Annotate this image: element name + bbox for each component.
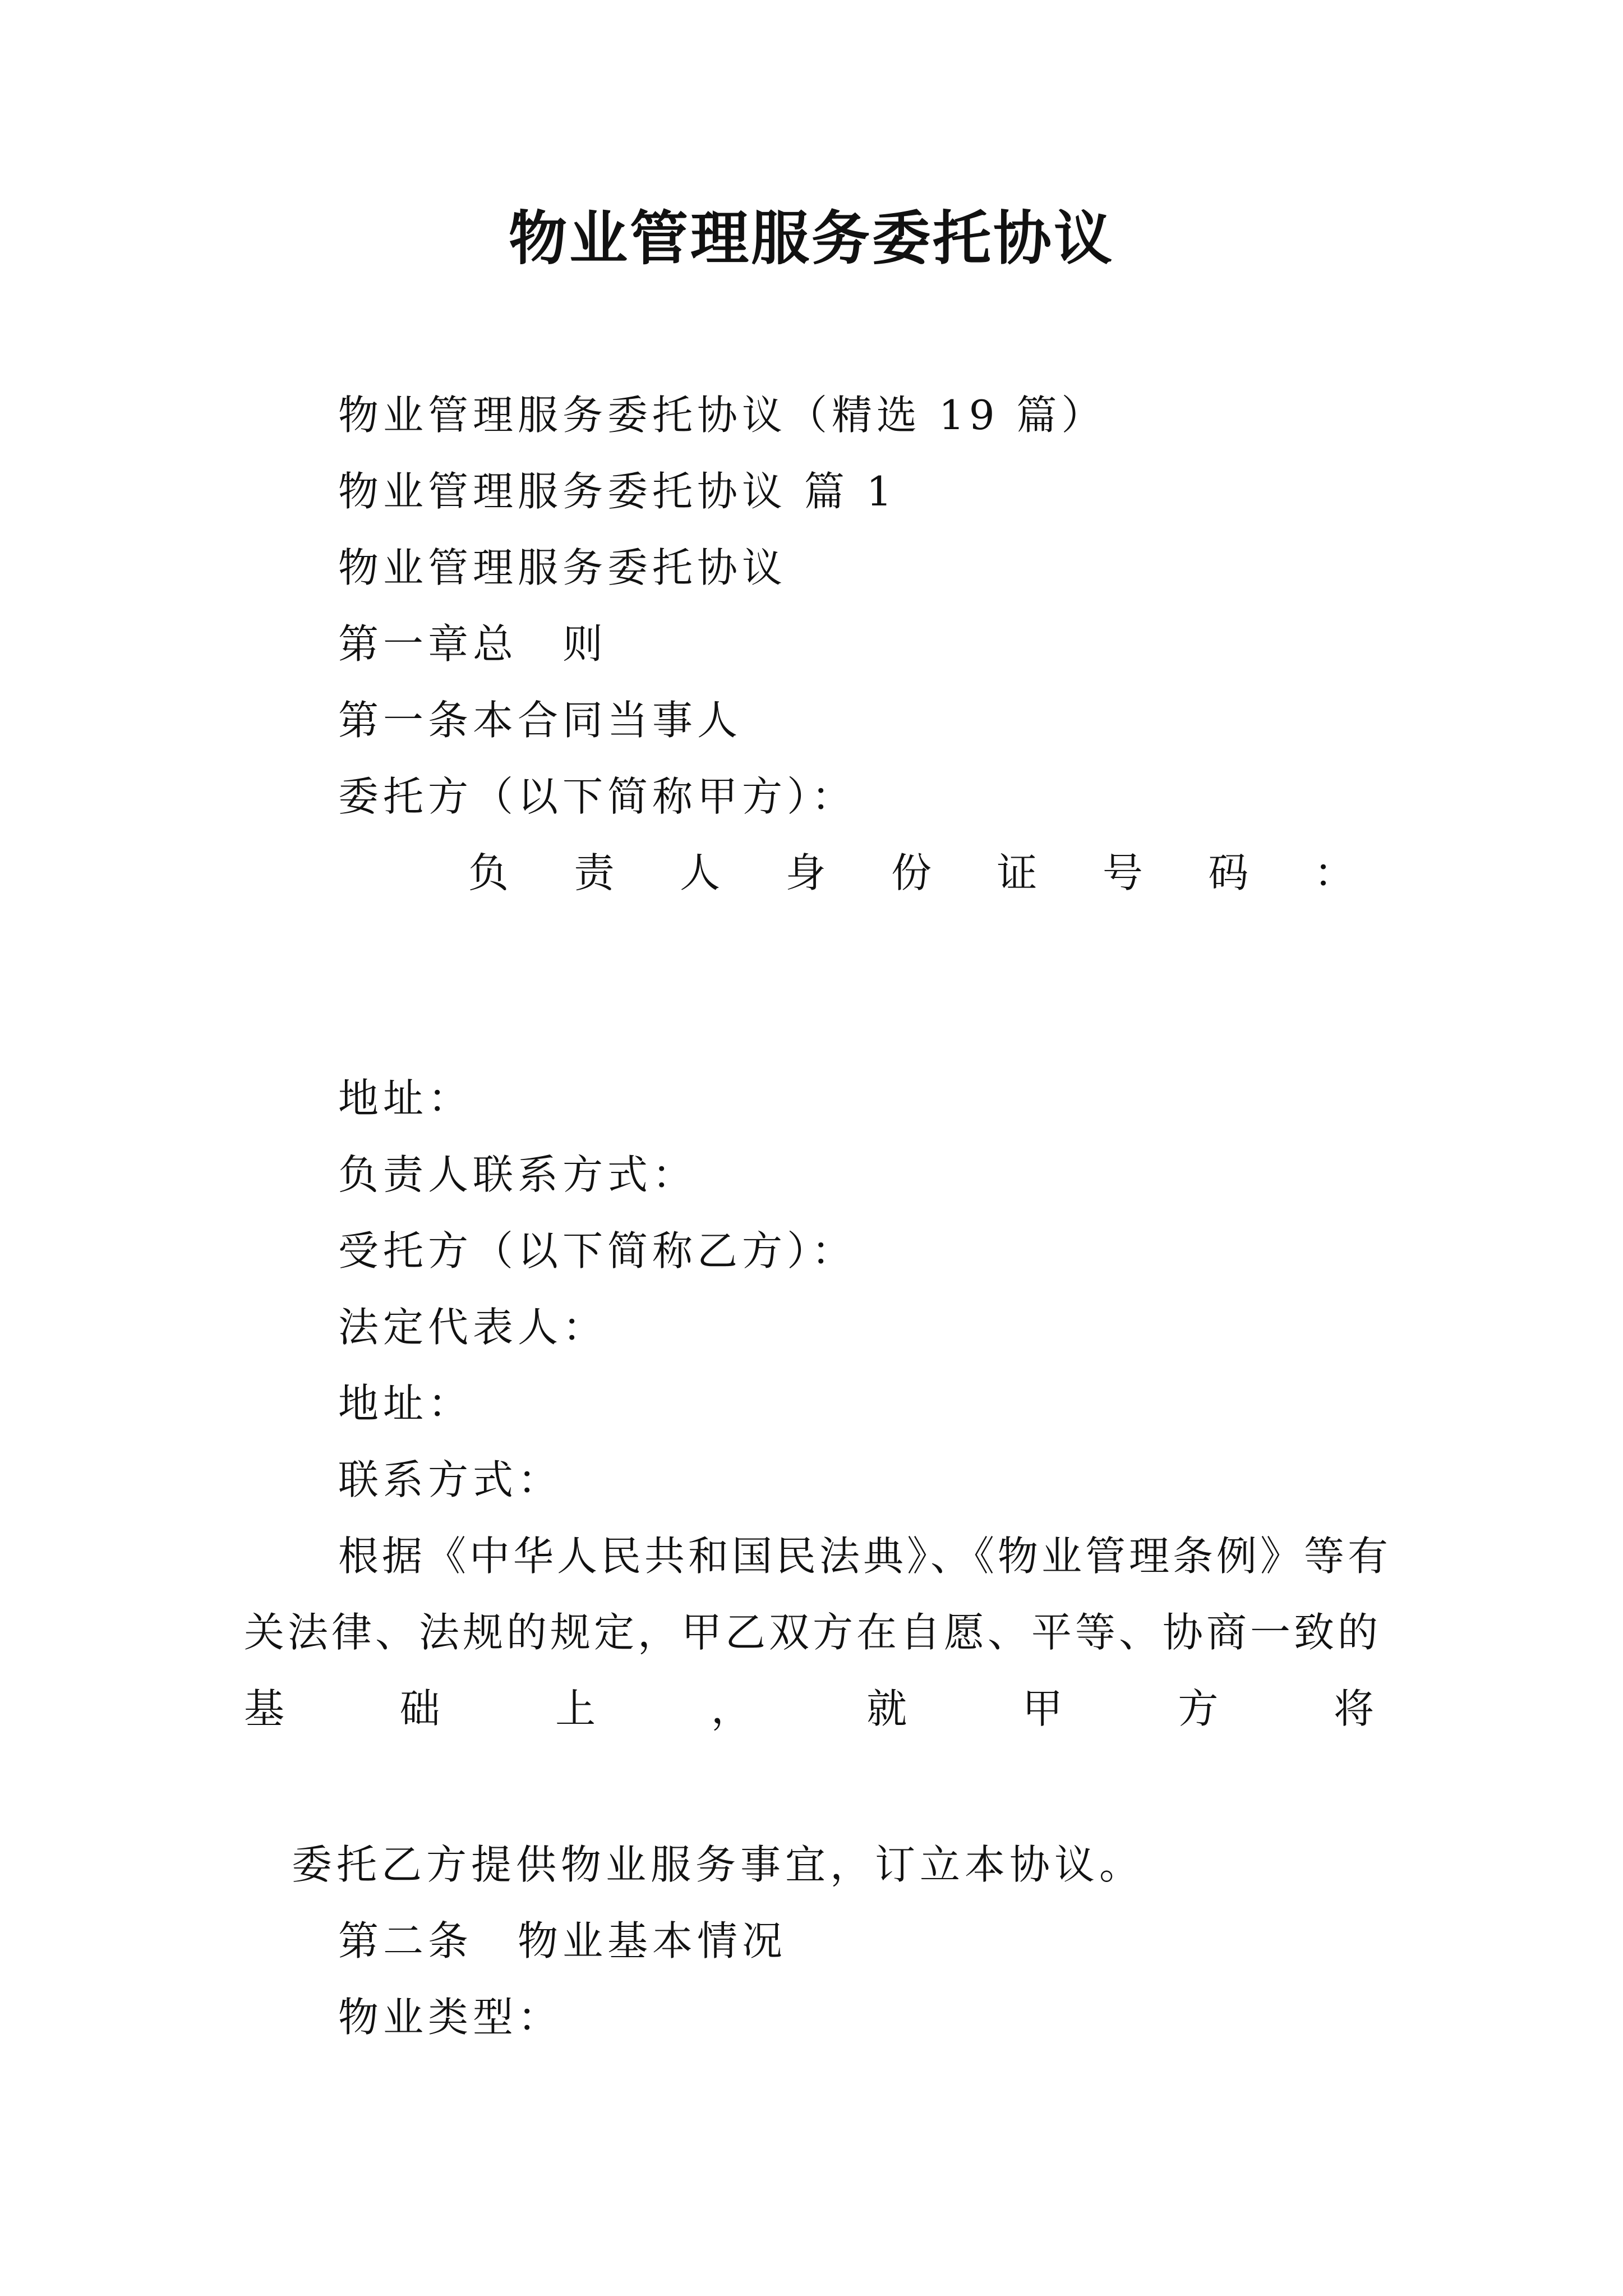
id-line-char: 份 <box>891 849 932 896</box>
para-char: 将 <box>1333 1685 1374 1732</box>
para-char: 就 <box>866 1685 907 1732</box>
id-line-char: 码 <box>1208 849 1249 896</box>
agreement-name: 物业管理服务委托协议 <box>338 544 787 591</box>
id-line-char: 人 <box>679 849 720 896</box>
paragraph-line: 根据《中华人民共和国民法典》、《物业管理条例》等有 <box>338 1533 1392 1580</box>
chapter-heading: 第一章总 则 <box>338 620 608 668</box>
paragraph-line: 委托乙方提供物业服务事宜，订立本协议。 <box>292 1841 1145 1888</box>
para-char: ， <box>711 1685 751 1732</box>
paragraph-spread-line <box>244 1682 1374 1736</box>
contact-line-a: 负责人联系方式： <box>338 1151 698 1198</box>
legal-rep-line: 法定代表人： <box>338 1304 608 1351</box>
section-heading: 物业管理服务委托协议 篇 1 <box>338 468 897 515</box>
id-line-char: 责 <box>574 849 615 896</box>
article-2-heading: 第二条 物业基本情况 <box>338 1917 787 1964</box>
address-line-a: 地址： <box>338 1075 473 1122</box>
para-char: 甲 <box>1022 1685 1063 1732</box>
id-line-char: 身 <box>785 849 826 896</box>
id-line-char: ： <box>1313 849 1354 896</box>
contact-line-b: 联系方式： <box>338 1456 563 1503</box>
para-char: 方 <box>1178 1685 1219 1732</box>
para-char: 基 <box>244 1685 285 1732</box>
para-char: 上 <box>555 1685 596 1732</box>
subtitle-line: 物业管理服务委托协议（精选 19 篇） <box>338 392 1106 439</box>
id-line-char: 号 <box>1102 849 1143 896</box>
id-line-char: 证 <box>997 849 1038 896</box>
id-line-char: 负 <box>468 849 509 896</box>
para-char: 础 <box>399 1685 440 1732</box>
property-type-line: 物业类型： <box>338 1994 563 2041</box>
paragraph-line: 关法律、法规的规定，甲乙双方在自愿、平等、协商一致的 <box>244 1609 1382 1656</box>
party-b-line: 受托方（以下简称乙方）： <box>338 1227 857 1274</box>
party-a-line: 委托方（以下简称甲方）： <box>338 773 857 820</box>
id-number-line <box>468 846 1354 900</box>
document-title: 物业管理服务委托协议 <box>508 204 1114 273</box>
address-line-b: 地址： <box>338 1380 473 1427</box>
article-heading: 第一条本合同当事人 <box>338 697 743 744</box>
